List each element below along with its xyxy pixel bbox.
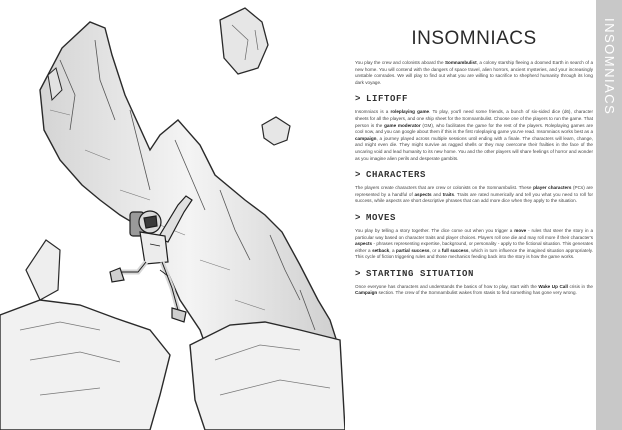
starting-situation-paragraph (355, 284, 593, 297)
characters-bold-1: player characters (533, 185, 572, 191)
moves-text-2: - rules that steer the story in a particular way based on character traits and player choices. Players roll one die and may roll more if their character's (355, 227, 593, 240)
intro-paragraph (355, 60, 593, 86)
liftoff-bold-3: campaign (355, 135, 377, 141)
liftoff-text-2: . To play, you'll need some friends, a bunch of six-sided dice (d6), character sheets for all the players, and one ship sheet for the Somnambulist. Choose one of the players to run the game. That person is the (355, 109, 593, 128)
characters-paragraph (355, 185, 593, 205)
moves-bold-1: move (514, 227, 527, 233)
starting-text-3: section. The crew of the Somnambulist wakes from stasis to find something has gone very wrong. (377, 290, 577, 296)
section-heading-label: LIFTOFF (366, 94, 409, 105)
moves-bold-2: aspects (355, 241, 373, 247)
chevron-right-icon: > (355, 212, 362, 223)
moves-text-3: - phrases representing expertise, background, or personality - apply to the fictional situation. This generates either a (355, 241, 593, 253)
moves-text-5: , or a (429, 247, 442, 253)
chapter-side-tab (596, 0, 622, 430)
section-heading-liftoff (355, 94, 593, 104)
liftoff-bold-1: roleplaying game (390, 109, 430, 115)
liftoff-text-3: (GM), who facilitates the game for the rest of the players. Roleplaying games are cool now, and you can google about them if this is the first roleplaying game you've read. Insomniacs works best as a (355, 122, 593, 135)
characters-text-1: The players create characters that are crew or colonists on the Somnambulist. These (355, 185, 534, 191)
moves-text-6: , which in turn influence the imagined situation appropriately. This cycle of fiction triggering rules and those mechanics feeding back into the story is how the game works. (355, 247, 593, 260)
section-heading-moves (355, 213, 593, 223)
intro-text-1: You play the crew and colonists aboard the (355, 60, 445, 65)
section-heading-label: CHARACTERS (366, 170, 427, 181)
liftoff-paragraph (355, 109, 593, 162)
side-tab-label: INSOMNIACS (602, 18, 617, 116)
starting-bold-1: Wake Up Call (538, 283, 568, 289)
moves-text-4: , a (389, 247, 397, 253)
starting-bold-2: Campaign (355, 290, 378, 296)
characters-text-2: (PCs) are represented by a handful of (355, 185, 593, 197)
chevron-right-icon: > (355, 94, 362, 105)
chevron-right-icon: > (355, 268, 362, 279)
moves-text-1: You play by telling a story together. The dice come out when you trigger a (355, 227, 515, 233)
liftoff-bold-2: game moderator (384, 122, 421, 128)
liftoff-text-1: Insomniacs is a (355, 109, 391, 115)
section-heading-label: MOVES (366, 212, 397, 223)
page-title: INSOMNIACS (411, 28, 537, 49)
rules-text-page (355, 0, 593, 430)
section-heading-starting-situation (355, 269, 593, 279)
moves-bold-5: full success (441, 247, 469, 253)
starting-text-2: crisis in the (567, 283, 593, 289)
section-heading-label: STARTING SITUATION (366, 268, 475, 279)
intro-text-2: , a colony starship fleeing a doomed Earth in search of a new home. You will contend with the dangers of space travel, alien horrors, ancient mysteries, and your increasingly unstable comrades. We will play to find out what you are willing to sacrifice to shepherd humanity through its long dark voyage. (355, 60, 593, 85)
chevron-right-icon: > (355, 170, 362, 181)
characters-bold-2: aspects (414, 191, 432, 197)
intro-bold-1: Somnambulist (444, 60, 477, 65)
moves-bold-4: partial success (396, 247, 430, 253)
characters-bold-3: traits (442, 191, 454, 197)
starting-text-1: Once everyone has characters and understands the basics of how to play, start with the (355, 283, 539, 289)
moves-paragraph (355, 228, 593, 261)
characters-text-3: and (431, 191, 443, 197)
characters-text-4: . Traits are rated numerically and tell you what you need to roll for success, while aspects are short descriptive phrases that can add more dice when they apply to the situation. (355, 191, 593, 204)
moves-bold-3: setback (372, 247, 390, 253)
liftoff-text-4: , a journey played across multiple sessions until ending with a finale. The characters will learn, change, and might even die. They might survive as ragged shells or they may overcome their frailties in the face of the uncaring void and lead humanity to its new home. You and the other players will share feelings of horror and wonder as you imagine alien perils and desperate gambits. (355, 135, 593, 161)
section-heading-characters (355, 170, 593, 180)
